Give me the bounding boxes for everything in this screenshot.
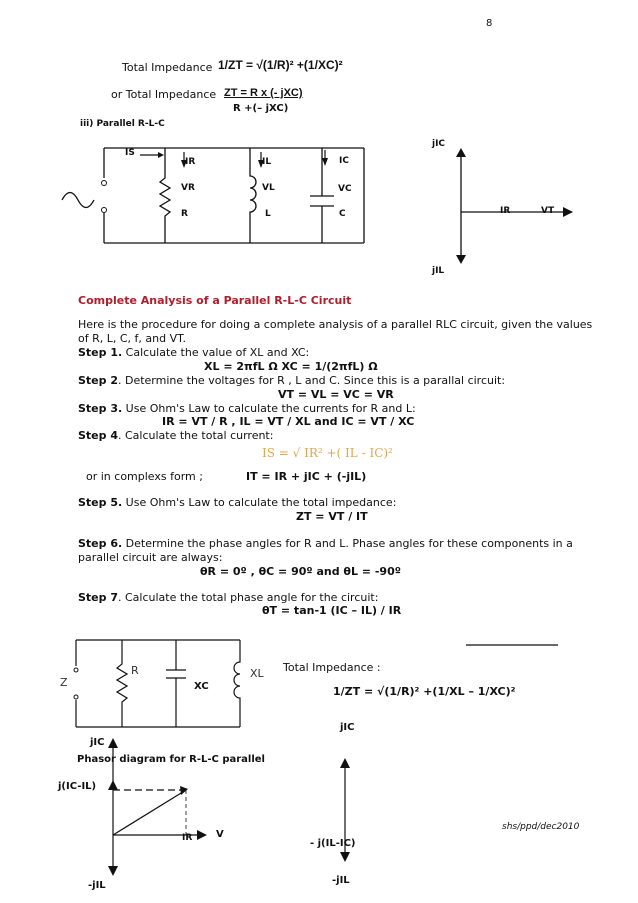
- complex-label: or in complexs form ;: [86, 470, 203, 483]
- step6-text: Determine the phase angles for R and L. Phase angles for these components in a: [122, 537, 573, 550]
- bottom-label-xc: XC: [194, 681, 209, 692]
- step4-label: Step 4: [78, 429, 118, 442]
- bottom-inductor-icon: [234, 640, 240, 727]
- step3-label: Step 3.: [78, 402, 123, 415]
- label-minus-j: - j(IL-IC): [310, 838, 356, 849]
- step5-formula: ZT = VT / IT: [296, 510, 368, 523]
- bottom-label-z: Z: [60, 676, 68, 689]
- step3-formula: IR = VT / R , IL = VT / XL and IC = VT / XC: [162, 415, 415, 428]
- zt-formula: ZT = R x (- jXC): [224, 87, 303, 99]
- intro-line-1: Here is the procedure for doing a complete analysis of a parallel RLC circuit, given the values: [78, 318, 593, 331]
- step2-text: . Determine the voltages for R , L and C. Since this is a parallal circuit:: [118, 374, 506, 387]
- step4-text: . Calculate the total current:: [118, 429, 274, 442]
- label-l: L: [265, 209, 271, 219]
- bottom-label-ir: IR: [182, 833, 193, 843]
- total-impedance-label: Total Impedance: [122, 61, 213, 74]
- step1-text: Calculate the value of XL and XC:: [122, 346, 310, 359]
- label-ic: IC: [339, 156, 349, 166]
- label-j-ic-il: j(IC-IL): [58, 781, 97, 792]
- page-number: 8: [486, 18, 493, 29]
- bottom-minus-jil-right: -jIL: [332, 875, 350, 886]
- section-title: iii) Parallel R-L-C: [80, 119, 165, 129]
- total-impedance-formula: 1/ZT = √(1/R)² +(1/XC)²: [218, 58, 343, 72]
- bottom-label-r: R: [131, 664, 139, 677]
- step1-label: Step 1.: [78, 346, 123, 359]
- bottom-label-xl: XL: [250, 667, 264, 680]
- bottom-jic-right: jIC: [340, 722, 355, 733]
- phasor-title: Phasor diagram for R-L-C parallel: [77, 754, 265, 765]
- bottom-jic-left: jIC: [90, 737, 105, 748]
- step4-formula-image: IS = √ IR² +( IL - IC)²: [262, 446, 393, 460]
- label-ir: IR: [185, 157, 196, 167]
- phasor1-ir: IR: [500, 206, 511, 216]
- step5-label: Step 5.: [78, 496, 123, 509]
- label-vl: VL: [262, 183, 275, 193]
- zt-denominator: R +(– jXC): [233, 103, 289, 114]
- step7-label: Step 7: [78, 591, 118, 604]
- label-c: C: [339, 209, 346, 219]
- step6-formula: θR = 0º , θC = 90º and θL = -90º: [200, 565, 401, 578]
- step3-text: Use Ohm's Law to calculate the currents for R and L:: [122, 402, 416, 415]
- step1-formula: XL = 2πfL Ω XC = 1/(2πfL) Ω: [204, 360, 378, 373]
- bottom-total-formula: 1/ZT = √(1/R)² +(1/XL – 1/XC)²: [333, 685, 516, 698]
- step6-line-2: parallel circuit are always:: [78, 551, 223, 564]
- step2-formula: VT = VL = VC = VR: [278, 388, 394, 401]
- or-total-impedance-label: or Total Impedance: [111, 88, 217, 101]
- label-il: IL: [262, 157, 272, 167]
- phasor1-jic: jIC: [432, 139, 446, 149]
- bottom-resistor-icon: [117, 640, 127, 727]
- intro-line-2: of R, L, C, f, and VT.: [78, 332, 187, 345]
- label-vc: VC: [338, 184, 352, 194]
- step6-label: Step 6.: [78, 537, 123, 550]
- phasor2-resultant: [113, 790, 186, 835]
- step5-text: Use Ohm's Law to calculate the total impedance:: [122, 496, 397, 509]
- label-vr: VR: [181, 183, 195, 193]
- phasor1-vt: VT: [541, 206, 555, 216]
- phasor1-jil: jIL: [432, 266, 445, 276]
- step2-label: Step 2: [78, 374, 118, 387]
- bottom-total-impedance-label: Total Impedance :: [283, 661, 381, 674]
- label-is: IS: [125, 148, 135, 158]
- step7-formula: θT = tan-1 (IC – IL) / IR: [262, 604, 402, 617]
- label-r: R: [181, 209, 188, 219]
- bottom-label-v: V: [216, 829, 224, 840]
- footer: shs/ppd/dec2010: [502, 822, 580, 832]
- complex-formula: IT = IR + jIC + (-jIL): [246, 470, 367, 483]
- analysis-heading: Complete Analysis of a Parallel R-L-C Circuit: [78, 294, 352, 307]
- step7-text: . Calculate the total phase angle for the circuit:: [118, 591, 379, 604]
- bottom-minus-jil-left: -jIL: [88, 880, 106, 891]
